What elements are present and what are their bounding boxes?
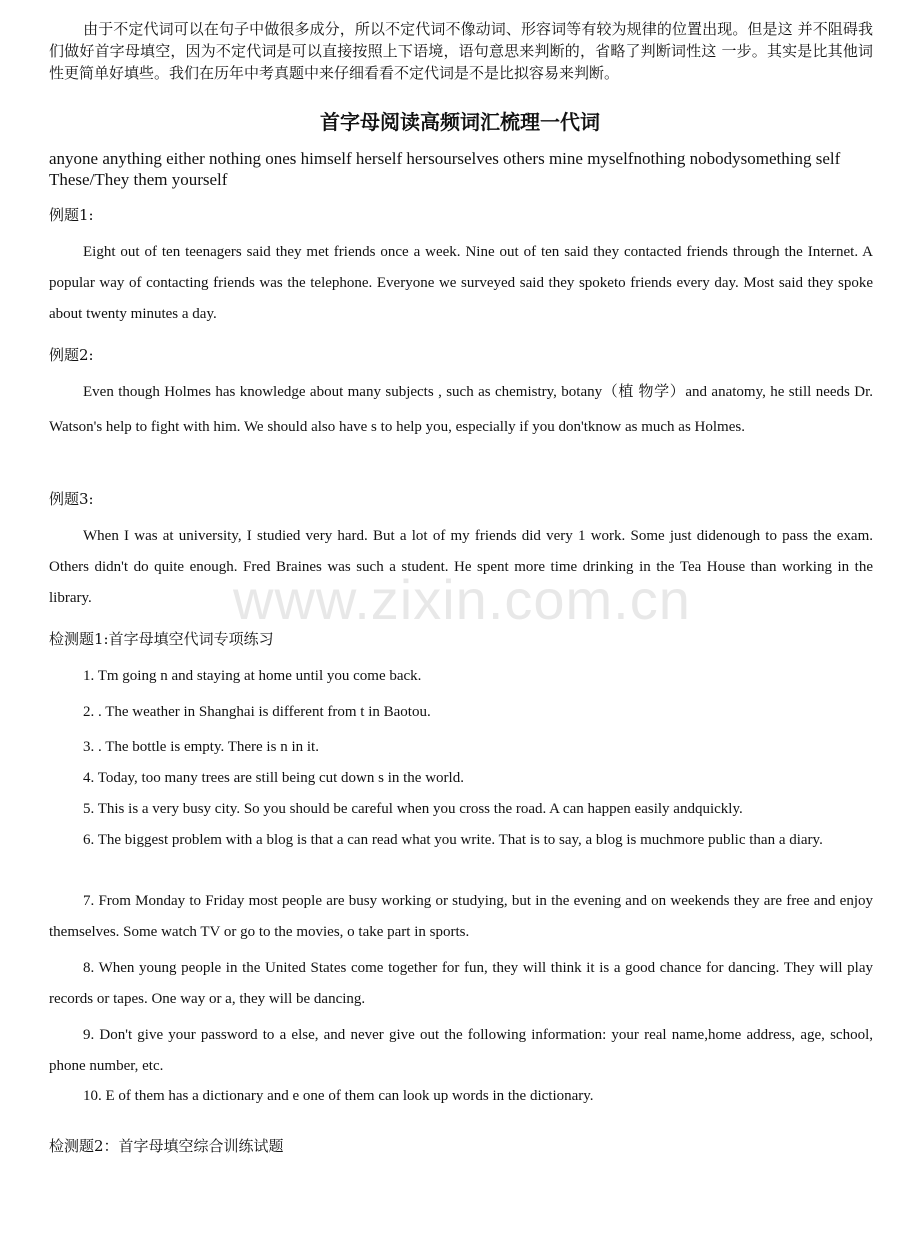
intro-paragraph bbox=[49, 18, 873, 84]
exercise-item-1: 1. Tm going n and staying at home until you come back. bbox=[83, 668, 422, 684]
example-2-label: 例题2: bbox=[49, 346, 94, 364]
intro-text: 由于不定代词可以在句子中做很多成分，所以不定代词不像动词、形容词等有较为规律的位置出现。但是这 并不阻碍我们做好首字母填空，因为不定代词是可以直接按照上下语境，语句意思来判断的，省略了判断词性这 一步。其实是比其他词性更简单好填些。我们在历年中考真题中来仔细看看不定代词是不是比拟容易来判断。 bbox=[49, 20, 873, 82]
example-1-text: Eight out of ten teenagers said they met friends once a week. Nine out of ten said they contacted friends through the Internet. A popular way of contacting friends was the telephone. Everyone we surveyed said they spoketo friends every day. Most said they spoke about twenty minutes a day. bbox=[49, 244, 873, 322]
section-2-heading: 检测题2：首字母填空综合训练试题 bbox=[49, 1137, 284, 1155]
example-3-text: When I was at university, I studied very hard. But a lot of my friends did very 1 work. Some just didenough to pass the exam. Others didn't do quite enough. Fred Braines was such a student. He spent more time drinking in the Tea House than working in the library. bbox=[49, 528, 873, 606]
exercise-item-3: 3. . The bottle is empty. There is n in it. bbox=[83, 739, 319, 755]
exercise-item-10: 10. E of them has a dictionary and e one of them can look up words in the dictionary. bbox=[83, 1088, 594, 1104]
exercise-item-2: 2. . The weather in Shanghai is different from t in Baotou. bbox=[83, 704, 431, 720]
pronoun-word-list: anyone anything either nothing ones himself herself hersourselves others mine myselfnothing nobodysomething self These/They them yourself bbox=[49, 149, 841, 189]
exercise-item-6: 6. The biggest problem with a blog is that a can read what you write. That is to say, a blog is muchmore public than a diary. bbox=[83, 832, 823, 848]
example-1-label: 例题1: bbox=[49, 206, 94, 224]
example-2-text: Even though Holmes has knowledge about many subjects , such as chemistry, botany（植 物学）and anatomy, he still needs Dr. Watson's help to fight with him. We should also have s to help you, especially if you don'tknow as much as Holmes. bbox=[49, 384, 873, 435]
section-1-heading: 检测题1:首字母填空代词专项练习 bbox=[49, 630, 274, 648]
page-title: 首字母阅读高频词汇梳理一代词 bbox=[320, 110, 600, 134]
exercise-item-8: 8. When young people in the United States come together for fun, they will think it is a good chance for dancing. They will play records or tapes. One way or a, they will be dancing. bbox=[49, 960, 873, 1007]
exercise-item-5: 5. This is a very busy city. So you should be careful when you cross the road. A can happen easily andquickly. bbox=[83, 801, 743, 817]
exercise-item-7: 7. From Monday to Friday most people are busy working or studying, but in the evening and on weekends they are free and enjoy themselves. Some watch TV or go to the movies, o take part in sports. bbox=[49, 893, 873, 940]
example-3-label: 例题3: bbox=[49, 490, 94, 508]
watermark: www.zixin.com.cn bbox=[233, 568, 691, 631]
exercise-item-9: 9. Don't give your password to a else, and never give out the following information: your real name,home address, age, school, phone number, etc. bbox=[49, 1027, 873, 1074]
exercise-item-4: 4. Today, too many trees are still being cut down s in the world. bbox=[83, 770, 464, 786]
